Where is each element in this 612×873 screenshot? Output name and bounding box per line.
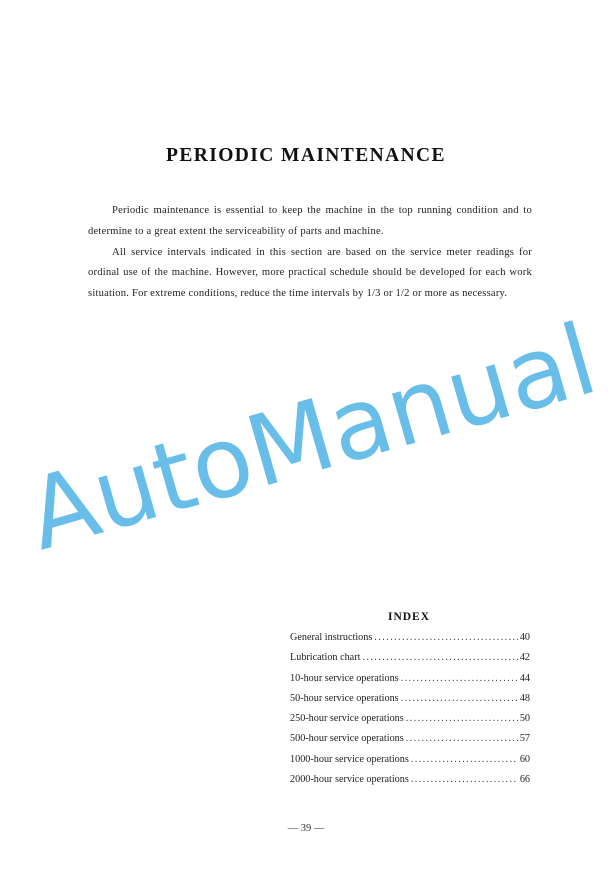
- index-item-page: 40: [519, 632, 530, 643]
- index-item-label: General instructions: [290, 632, 373, 643]
- index-item-page: 48: [519, 692, 530, 704]
- index-item-label: 2000-hour service operations: [290, 774, 409, 786]
- index-item-page: 66: [519, 774, 530, 786]
- leader-dots: [406, 713, 518, 724]
- index-item-label: Lubrication chart: [290, 652, 361, 664]
- index-item-page: 44: [519, 672, 530, 684]
- page-title: PERIODIC MAINTENANCE: [166, 145, 446, 166]
- intro-text: [88, 201, 532, 305]
- index-item-2000-hour[interactable]: [290, 774, 530, 794]
- index-item-general-instructions[interactable]: [290, 632, 530, 652]
- leader-dots: [411, 774, 518, 785]
- leader-dots: [362, 652, 517, 663]
- watermark: AutoManual: [15, 302, 609, 574]
- index-list: [290, 632, 530, 794]
- index-item-lubrication-chart[interactable]: [290, 652, 530, 672]
- index-item-250-hour[interactable]: [290, 713, 530, 733]
- leader-dots: [401, 673, 518, 684]
- index-item-page: 60: [519, 753, 530, 765]
- index-item-label: 10-hour service operations: [290, 672, 399, 684]
- index-item-label: 250-hour service operations: [290, 713, 404, 725]
- leader-dots: [411, 754, 518, 765]
- leader-dots: [401, 693, 518, 704]
- leader-dots: [374, 632, 517, 643]
- index-item-page: 50: [519, 713, 530, 725]
- intro-paragraph-2: All service intervals indicated in this section are based on the service meter readings for ordinal use of the machine. However, more practical schedule should be developed for each work situation. For extreme conditions, reduce the time intervals by 1/3 or 1/2 or more as necessary.: [88, 246, 532, 300]
- index-item-1000-hour[interactable]: [290, 754, 530, 774]
- intro-paragraph-1: Periodic maintenance is essential to keep the machine in the top running condition and to determine to a great extent the serviceability of parts and machine.: [88, 205, 532, 237]
- page-number: — 39 —: [287, 823, 325, 834]
- index-item-page: 42: [519, 652, 530, 664]
- index-item-500-hour[interactable]: [290, 733, 530, 753]
- index-item-page: 57: [519, 733, 530, 745]
- index-item-label: 50-hour service operations: [290, 692, 399, 704]
- index-item-label: 500-hour service operations: [290, 733, 404, 745]
- index-item-label: 1000-hour service operations: [290, 753, 409, 765]
- index-heading: INDEX: [387, 611, 431, 623]
- index-item-10-hour[interactable]: [290, 673, 530, 693]
- leader-dots: [406, 733, 518, 744]
- index-item-50-hour[interactable]: [290, 693, 530, 713]
